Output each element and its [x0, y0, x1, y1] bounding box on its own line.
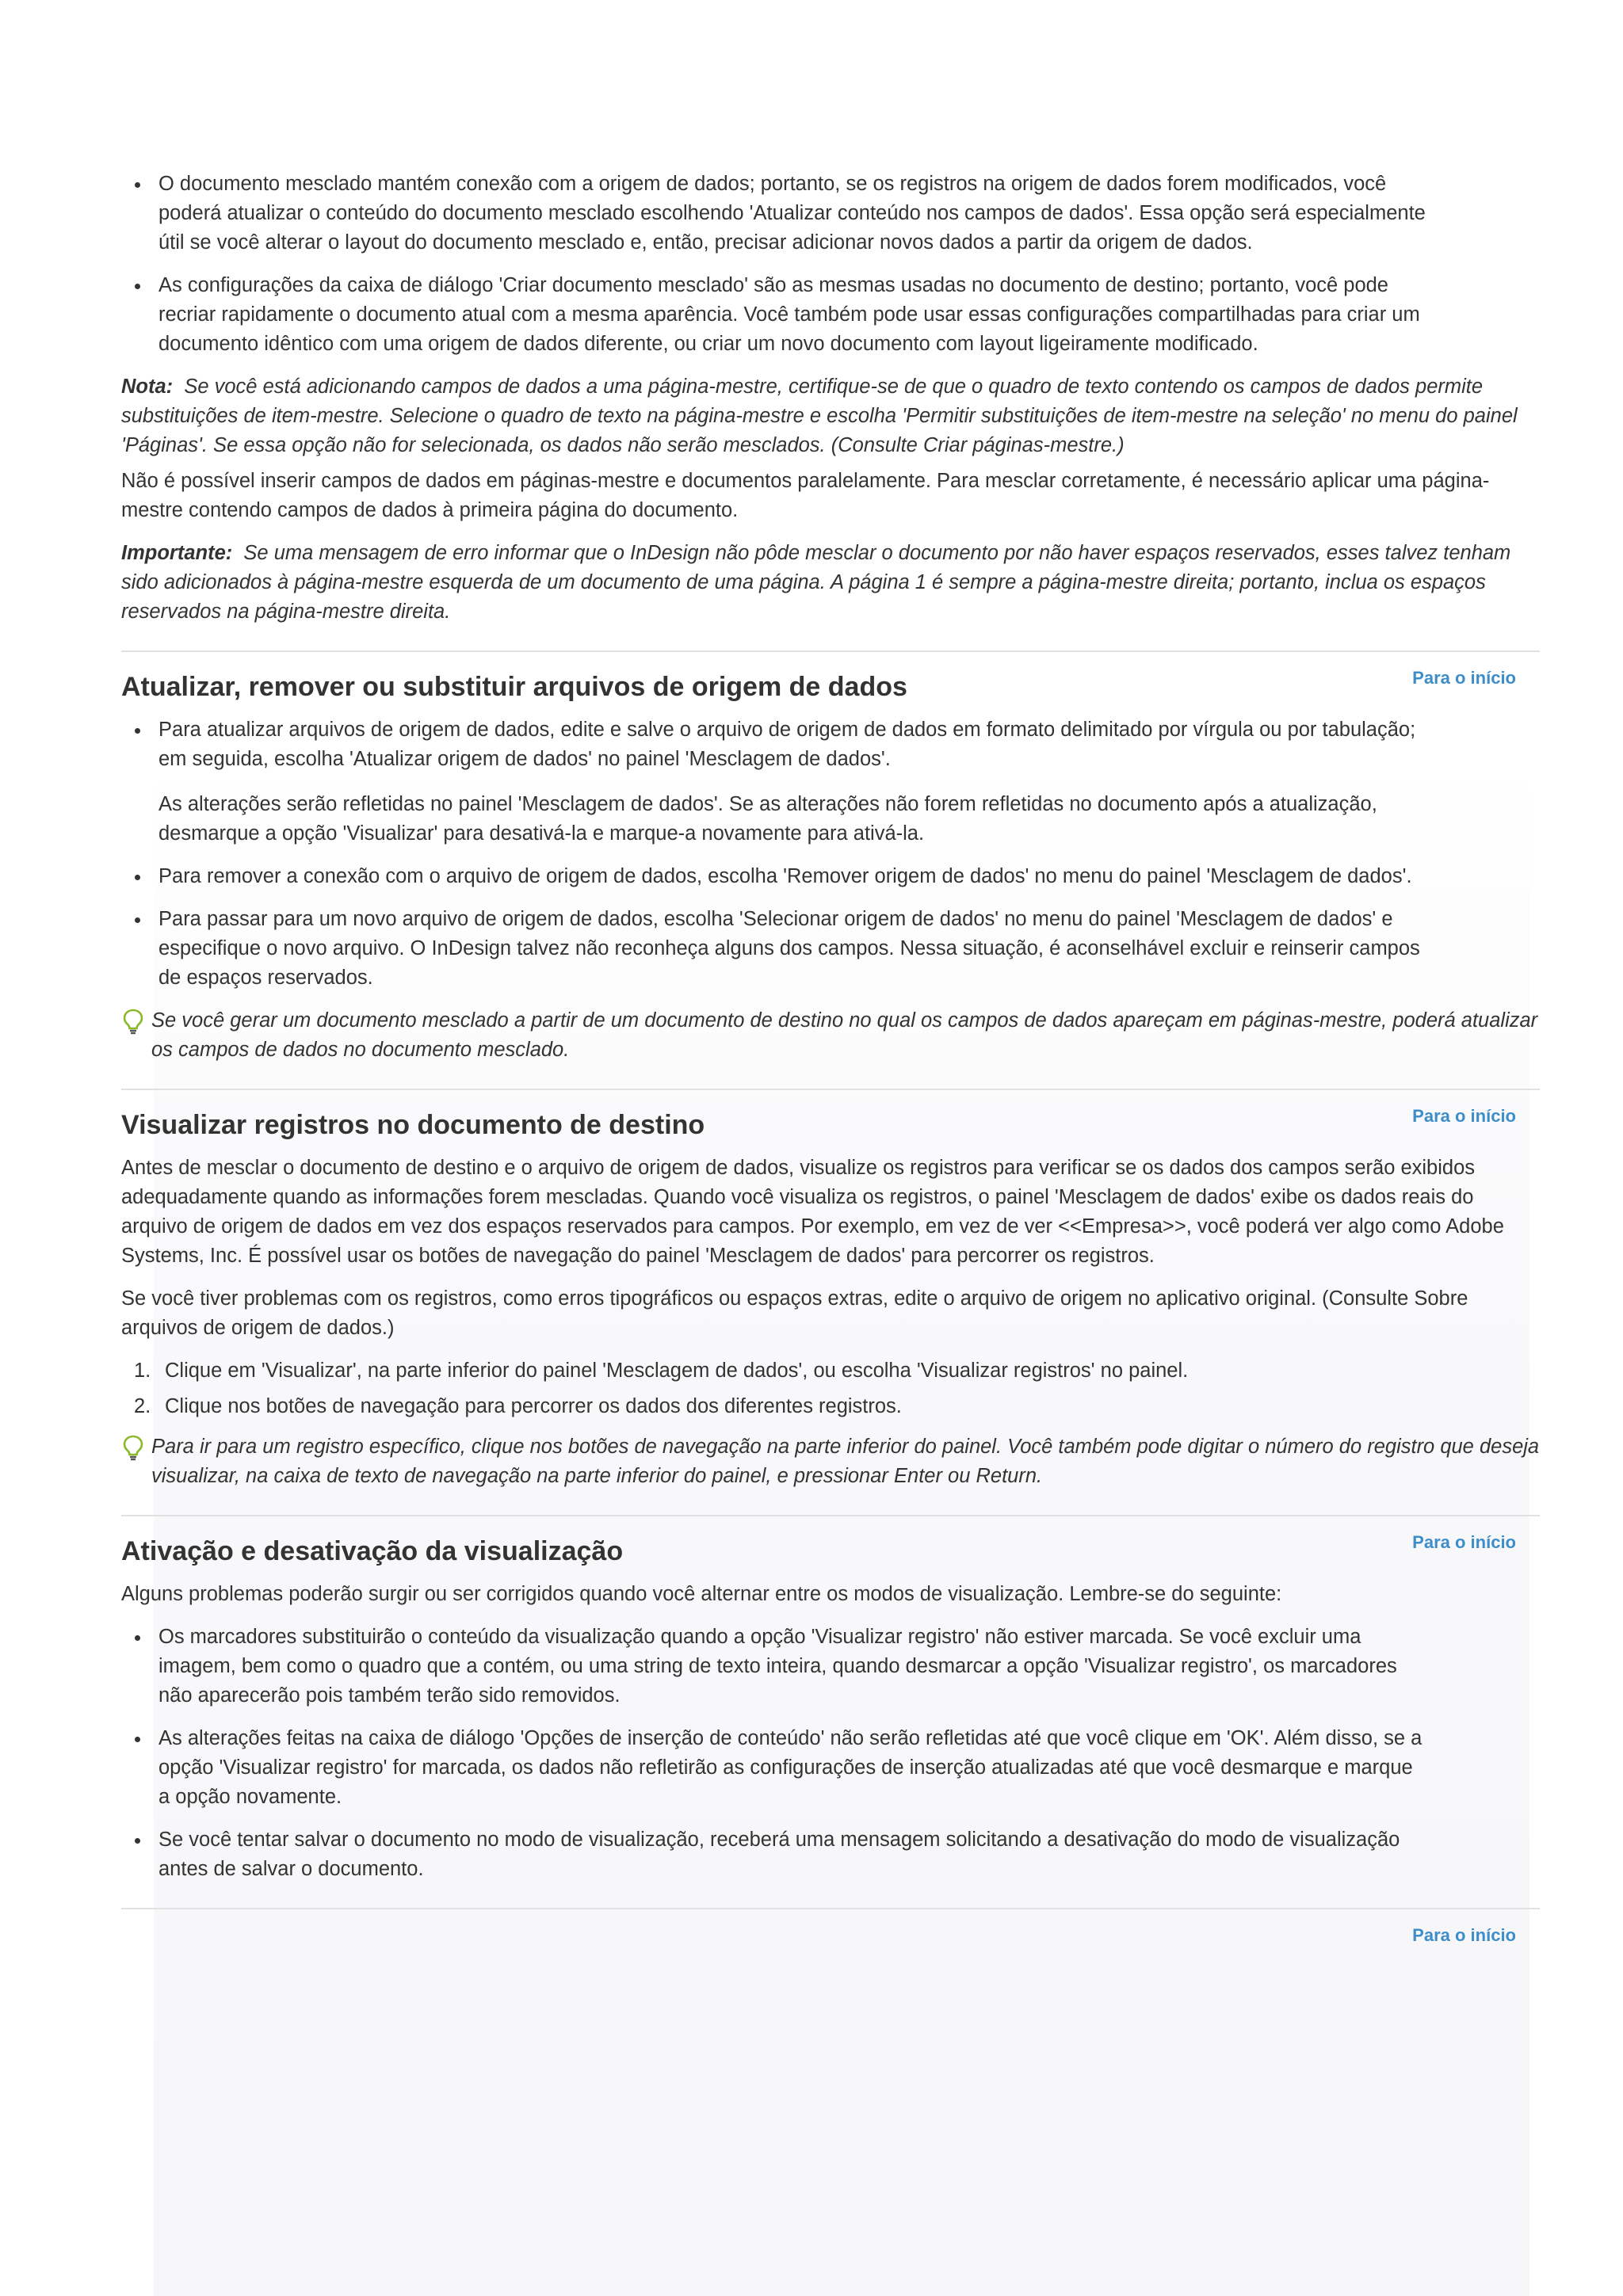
tip-text: Para ir para um registro específico, clique nos botões de navegação na parte inferior do painel. Você também pode digitar o número do registro que deseja visualizar, na caixa de texto de navegação na parte inferior do painel, e pressionar Enter ou Return. — [151, 1436, 1540, 1487]
list-item — [121, 715, 1426, 849]
body-paragraph: Se você tiver problemas com os registros, como erros tipográficos ou espaços extras, edite o arquivo de origem no aplicativo original. (Consulte Sobre arquivos de origem de dados.) — [121, 1287, 1468, 1339]
important-paragraph — [121, 539, 1540, 627]
body-paragraph: Antes de mesclar o documento de destino e o arquivo de origem de dados, visualize os registros para verificar se os dados dos campos serão exibidos adequadamente quando as informações forem mescladas. Quando você visualiza os registros, o painel 'Mesclagem de dados' exibe os dados reais do arquivo de origem de dados em vez dos espaços reservados para campos. Por exemplo, em vez de ver <<Empresa>>, você poderá ver algo como Adobe Systems, Inc. É possível usar os botões de navegação do painel 'Mesclagem de dados' para percorrer os registros. — [121, 1157, 1504, 1267]
tip-text: Se você gerar um documento mesclado a partir de um documento de destino no qual os campos de dados apareçam em páginas-mestre, poderá atualizar os campos de dados no documento mesclado. — [151, 1009, 1538, 1061]
section-header — [121, 652, 1540, 704]
steps-list — [121, 1356, 1540, 1421]
bullet-text: Para atualizar arquivos de origem de dados, edite e salve o arquivo de origem de dados em formato delimitado por vírgula ou por tabulação; em seguida, escolha 'Atualizar origem de dados' no painel 'Mesclagem de dados'. — [158, 719, 1416, 770]
section-title: Atualizar, remover ou substituir arquivos de origem de dados — [121, 672, 907, 702]
section-title: Visualizar registros no documento de destino — [121, 1110, 705, 1140]
master-page-paragraph: Não é possível inserir campos de dados em páginas-mestre e documentos paralelamente. Para mesclar corretamente, é necessário aplicar uma página-mestre contendo campos de dados à primeira página do documento. — [121, 470, 1490, 521]
important-label: Importante: — [121, 542, 233, 564]
section3-bullet-list — [121, 1623, 1540, 1884]
lightbulb-icon — [121, 1008, 145, 1035]
body-paragraph: Alguns problemas poderão surgir ou ser corrigidos quando você alternar entre os modos de visualização. Lembre-se do seguinte: — [121, 1583, 1282, 1605]
step-text: Clique nos botões de navegação para percorrer os dados dos diferentes registros. — [165, 1395, 902, 1417]
back-to-top-link[interactable]: Para o início — [1412, 668, 1516, 688]
list-item: Para remover a conexão com o arquivo de origem de dados, escolha 'Remover origem de dados' no menu do painel 'Mesclagem de dados'. — [121, 862, 1426, 891]
content-column — [121, 170, 1540, 1957]
back-to-top-link[interactable]: Para o início — [1412, 1925, 1516, 1945]
note-paragraph — [121, 372, 1540, 460]
list-item: O documento mesclado mantém conexão com a origem de dados; portanto, se os registros na origem de dados forem modificados, você poderá atualizar o conteúdo do documento mesclado escolhendo 'Atualizar conteúdo nos campos de dados'. Essa opção será especialmente útil se você alterar o layout do documento mesclado e, então, precisar adicionar novos dados a partir da origem de dados. — [121, 170, 1426, 257]
step-item — [121, 1392, 1433, 1421]
back-to-top-link[interactable]: Para o início — [1412, 1532, 1516, 1552]
step-item — [121, 1356, 1433, 1386]
list-item: Se você tentar salvar o documento no modo de visualização, receberá uma mensagem solicitando a desativação do modo de visualização antes de salvar o documento. — [121, 1825, 1426, 1884]
step-number: 2. — [134, 1395, 151, 1417]
section-title: Ativação e desativação da visualização — [121, 1536, 624, 1566]
lightbulb-icon — [121, 1434, 145, 1461]
list-item: Para passar para um novo arquivo de origem de dados, escolha 'Selecionar origem de dados' no menu do painel 'Mesclagem de dados' e especifique o novo arquivo. O InDesign talvez não reconheça alguns dos campos. Nessa situação, é aconselhável excluir e reinserir campos de espaços reservados. — [121, 905, 1426, 993]
step-text: Clique em 'Visualizar', na parte inferior do painel 'Mesclagem de dados', ou escolha 'Visualizar registros' no painel. — [165, 1360, 1189, 1382]
list-item: As configurações da caixa de diálogo 'Criar documento mesclado' são as mesmas usadas no documento de destino; portanto, você pode recriar rapidamente o documento atual com a mesma aparência. Você também pode usar essas configurações compartilhadas para criar um documento idêntico com uma origem de dados diferente, ou criar um novo documento com layout ligeiramente modificado. — [121, 271, 1426, 359]
note-label: Nota: — [121, 376, 174, 398]
list-item: Os marcadores substituirão o conteúdo da visualização quando a opção 'Visualizar registro' não estiver marcada. Se você excluir uma imagem, bem como o quadro que a contém, ou uma string de texto inteira, quando desmarcar a opção 'Visualizar registro', os marcadores não aparecerão pois também terão sido removidos. — [121, 1623, 1426, 1711]
tip-paragraph — [121, 1006, 1540, 1065]
back-to-top-link[interactable]: Para o início — [1412, 1106, 1516, 1126]
step-number: 1. — [134, 1360, 151, 1382]
section1-bullet-list — [121, 715, 1540, 993]
bullet-subtext: As alterações serão refletidas no painel 'Mesclagem de dados'. Se as alterações não forem refletidas no documento após a atualização, desmarque a opção 'Visualizar' para desativá-la e marque-a novamente para ativá-la. — [158, 793, 1377, 845]
final-top-link-row — [121, 1909, 1540, 1957]
list-item: As alterações feitas na caixa de diálogo 'Opções de inserção de conteúdo' não serão refletidas até que você clique em 'OK'. Além disso, se a opção 'Visualizar registro' for marcada, os dados não refletirão as configurações de inserção atualizadas até que você desmarque e marque a opção novamente. — [121, 1724, 1426, 1812]
section-header — [121, 1516, 1540, 1569]
intro-bullet-list — [121, 170, 1540, 359]
section-header — [121, 1090, 1540, 1142]
important-text: Se uma mensagem de erro informar que o InDesign não pôde mesclar o documento por não haver espaços reservados, esses talvez tenham sido adicionados à página-mestre esquerda de um documento de uma página. A página 1 é sempre a página-mestre direita; portanto, inclua os espaços reservados na página-mestre direita. — [121, 542, 1511, 623]
note-text: Se você está adicionando campos de dados a uma página-mestre, certifique-se de que o quadro de texto contendo os campos de dados permite substituições de item-mestre. Selecione o quadro de texto na página-mestre e escolha 'Permitir substituições de item-mestre na seleção' no menu do painel 'Páginas'. Se essa opção não for selecionada, os dados não serão mesclados. (Consulte Criar páginas-mestre.) — [121, 376, 1518, 456]
tip-paragraph — [121, 1432, 1540, 1491]
